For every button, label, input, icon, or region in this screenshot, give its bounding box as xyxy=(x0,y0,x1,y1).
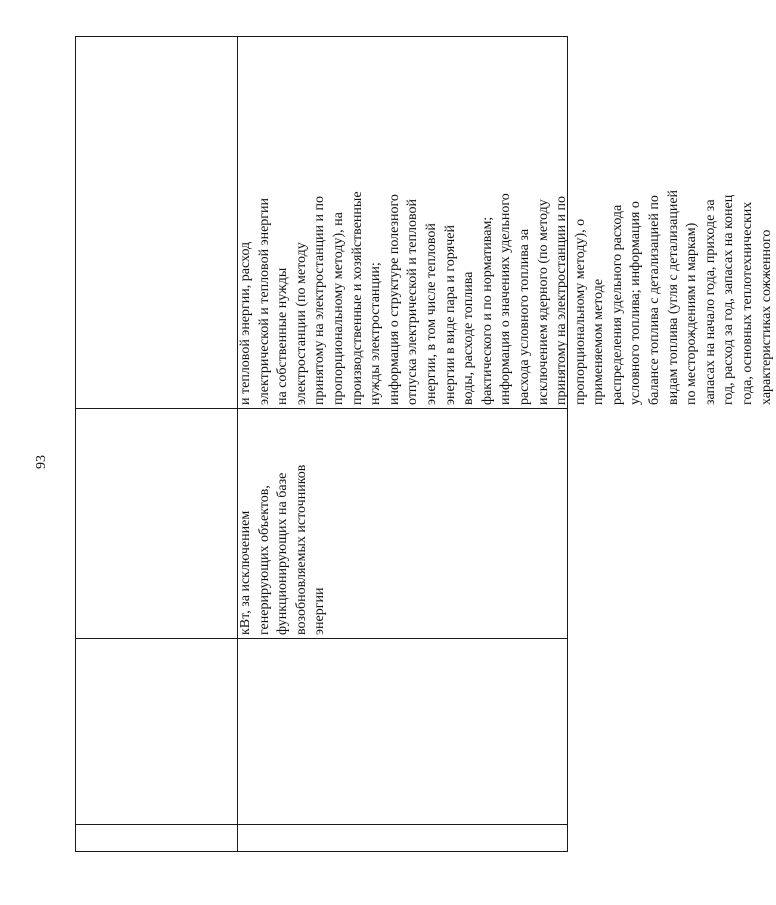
cell-line: энергии в виде пара и горячей xyxy=(442,225,458,405)
column-divider xyxy=(75,638,568,639)
cell-line: применяемом методе xyxy=(591,278,607,405)
cell-line: принятому на электростанции и по xyxy=(554,195,570,405)
cell-line: электростанции (по методу xyxy=(293,242,309,405)
cell-line: кВт, за исключением xyxy=(238,510,253,635)
column-divider xyxy=(75,824,568,825)
cell-line: нужды электростанции; xyxy=(368,262,384,405)
cell-line: и тепловой энергии, расход xyxy=(238,241,253,405)
cell-line: расхода условного топлива за xyxy=(516,228,532,405)
cell-line: энергии, в том числе тепловой xyxy=(423,223,439,405)
cell-line: пропорциональному методу), на xyxy=(330,212,346,405)
cell-line: воды, расходе топлива xyxy=(461,271,477,405)
cell-line: по месторождениям и маркам) xyxy=(684,222,700,405)
cell-line: информация о структуре полезного xyxy=(386,194,402,405)
data-table xyxy=(75,36,774,852)
cell-line: электрической и тепловой энергии xyxy=(256,197,272,405)
cell-line: условного топлива; информация о xyxy=(628,201,644,405)
cell-line: балансе топлива с детализацией по xyxy=(647,195,663,405)
cell-line: видам топлива (угля с детализацией xyxy=(665,189,681,405)
cell-line: исключением ядерного (по методу xyxy=(535,199,551,405)
information-cell xyxy=(237,39,776,405)
page-number: 93 xyxy=(34,455,49,469)
cell-line: возобновляемых источников xyxy=(293,464,309,635)
cell-line: пропорциональному методу), о xyxy=(572,218,588,405)
cell-line: характеристиках сожженного xyxy=(758,229,774,405)
cell-line: принятому на электростанции и по xyxy=(312,195,328,405)
column-divider xyxy=(75,408,568,409)
cell-line: генерирующих объектов, xyxy=(256,485,272,635)
cell-line: на собственные нужды xyxy=(275,267,291,405)
cell-line: энергии xyxy=(312,587,328,635)
cell-line: фактического и по нормативам; xyxy=(479,216,495,405)
cell-line: производственные и хозяйственные xyxy=(349,191,365,405)
cell-line: отпуска электрической и тепловой xyxy=(405,198,421,405)
cell-line: запасах на начало года, приходе за xyxy=(702,199,718,405)
cell-line: информация о значениях удельного xyxy=(498,193,514,405)
object-name-cell xyxy=(237,413,330,635)
cell-line: распределения удельного расхода xyxy=(609,204,625,405)
cell-line: год, расход за год, запасах на конец xyxy=(721,194,737,405)
cell-line: года, основных теплотехнических xyxy=(740,201,756,405)
cell-line: функционирующих на базе xyxy=(275,472,291,635)
